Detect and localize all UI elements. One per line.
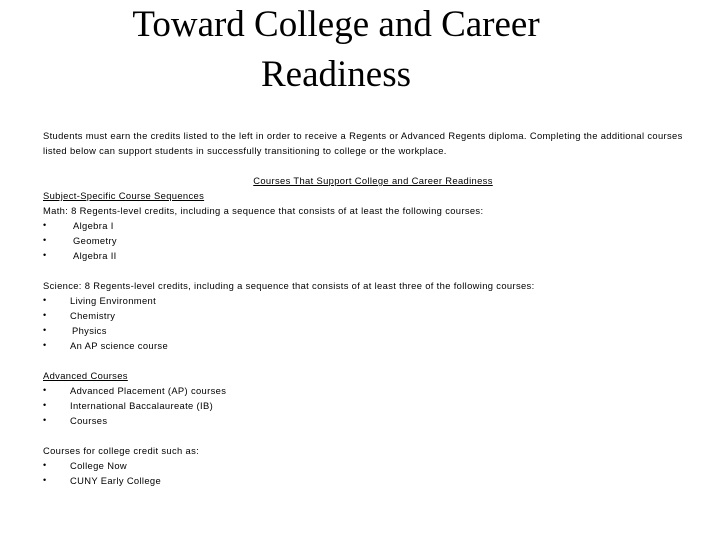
- list-item: [43, 473, 683, 488]
- bullet-icon: •: [43, 460, 47, 470]
- subject-heading: Subject-Specific Course Sequences: [43, 190, 205, 201]
- list-item-text: Living Environment: [70, 295, 157, 306]
- bullet-icon: •: [43, 415, 47, 425]
- bullet-icon: •: [43, 475, 47, 485]
- list-item-text: Advanced Placement (AP) courses: [70, 385, 227, 396]
- support-heading: Courses That Support College and Career Readiness: [253, 175, 493, 186]
- advanced-heading: Advanced Courses: [43, 370, 128, 381]
- intro-paragraph: Students must earn the credits listed to the left in order to receive a Regents or Advanced Regents diploma. Completing the additional courses listed below can support students in successfully transitioning to college or the workplace.: [43, 130, 683, 156]
- list-item-text: College Now: [70, 460, 128, 471]
- science-list: [43, 293, 683, 353]
- bullet-icon: •: [43, 250, 47, 260]
- bullet-icon: •: [43, 235, 47, 245]
- college-credit-intro: Courses for college credit such as:: [43, 445, 200, 456]
- math-list: [43, 218, 683, 263]
- title-line-1: Toward College and Career: [132, 4, 540, 45]
- list-item-text: Geometry: [73, 235, 117, 246]
- list-item-text: Chemistry: [70, 310, 116, 321]
- list-item: [43, 398, 683, 413]
- list-item-text: Algebra II: [73, 250, 117, 261]
- list-item-text: Algebra I: [73, 220, 114, 231]
- page-title: [0, 0, 672, 100]
- list-item-text: Courses: [70, 415, 108, 426]
- bullet-icon: •: [43, 220, 47, 230]
- list-item: [43, 338, 683, 353]
- science-intro: Science: 8 Regents-level credits, including a sequence that consists of at least three of the following courses:: [43, 280, 535, 291]
- list-item: [43, 233, 683, 248]
- bullet-icon: •: [43, 340, 47, 350]
- bullet-icon: •: [43, 400, 47, 410]
- bullet-icon: •: [43, 325, 47, 335]
- list-item: [43, 308, 683, 323]
- list-item-text: CUNY Early College: [70, 475, 162, 486]
- list-item: [43, 248, 683, 263]
- list-item: [43, 293, 683, 308]
- title-line-2: Readiness: [260, 54, 412, 95]
- list-item: [43, 383, 683, 398]
- bullet-icon: •: [43, 310, 47, 320]
- list-item: [43, 458, 683, 473]
- advanced-list: [43, 383, 683, 428]
- list-item-text: Physics: [72, 325, 107, 336]
- list-item: [43, 323, 683, 338]
- bullet-icon: •: [43, 385, 47, 395]
- main-content: [43, 128, 683, 488]
- list-item-text: International Baccalaureate (IB): [70, 400, 214, 411]
- bullet-icon: •: [43, 295, 47, 305]
- list-item: [43, 218, 683, 233]
- list-item-text: An AP science course: [70, 340, 169, 351]
- list-item: [43, 413, 683, 428]
- math-intro: Math: 8 Regents-level credits, including a sequence that consists of at least the following courses:: [43, 205, 484, 216]
- college-credit-list: [43, 458, 683, 488]
